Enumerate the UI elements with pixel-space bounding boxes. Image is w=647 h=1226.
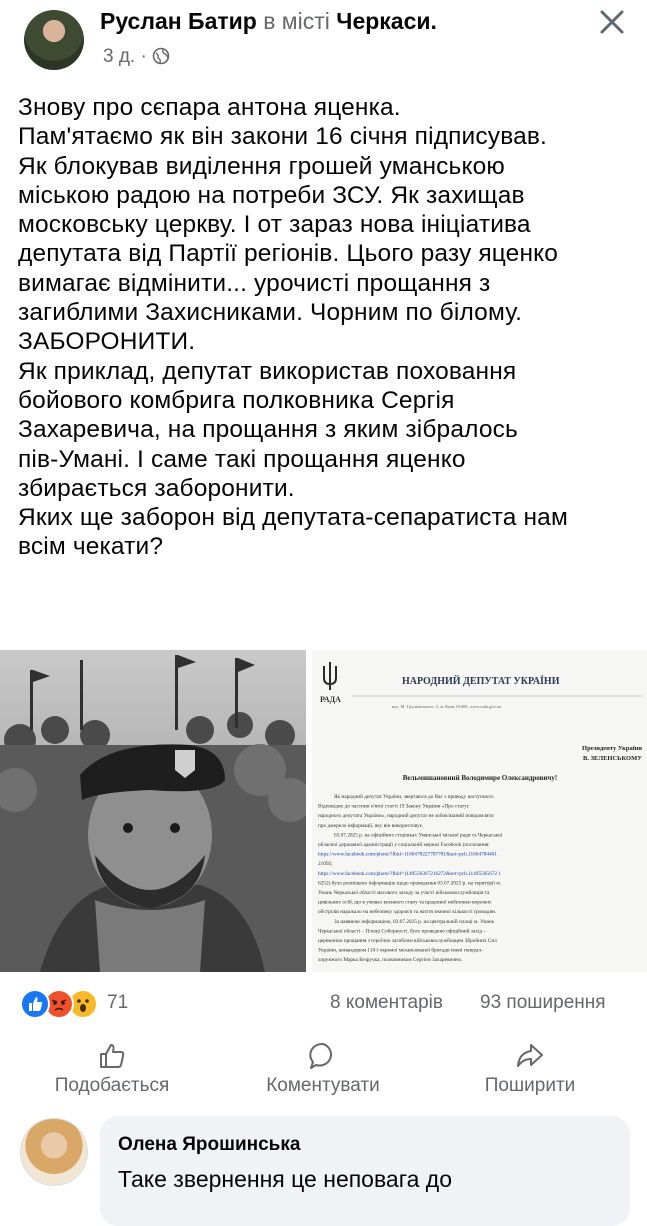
like-button[interactable] (12, 1035, 212, 1105)
doc-body-line: Відповідно до частини п'ятої статті 19 Закону України «Про статус (318, 803, 470, 810)
post-line: депутата від Партії регіонів. Цього разу яценко (18, 240, 559, 268)
meta-separator: · (140, 46, 147, 67)
commenter-avatar[interactable] (20, 1118, 88, 1186)
doc-body-line: цивільних осіб, що в умовах воєнного стану та щоденної небезпеки ворожих (318, 899, 492, 906)
doc-address: вул. М. Грушевського, 5, м. Київ, 01008, www.rada.gov.ua (392, 704, 501, 709)
post-line: бойового комбрига полковника Сергія (18, 386, 455, 414)
doc-body-line: Черкаської області – Площі Соборності, було проведено офіційний захід – (318, 928, 487, 935)
post-line: Знову про сєпара антона яценка. (18, 94, 401, 121)
thumbs-up-icon (97, 1041, 127, 1071)
post-line: загиблими Захисниками. Чорним по білому. (18, 299, 523, 327)
reactions-row (0, 985, 647, 1021)
comment-bubble[interactable] (100, 1116, 630, 1226)
globe-icon (152, 47, 170, 71)
doc-body-line: Як народний депутат України, звертаюся до Вас з приводу наступного. (334, 794, 495, 800)
doc-body-line: народного депутата України», народний депутат не зобов'язаний повідомляти (318, 813, 494, 820)
location-prefix: в місті (263, 8, 330, 34)
doc-heading: НАРОДНИЙ ДЕПУТАТ УКРАЇНИ (402, 676, 560, 687)
doc-recipient-2: В. ЗЕЛЕНСЬКОМУ (582, 755, 642, 762)
author-name[interactable]: Руслан Батир (100, 8, 257, 34)
doc-body-line: церемонію прощання з героїчно загиблим військовослужбовцем Збройних Сил (318, 938, 497, 944)
post-line: ЗАБОРОНИТИ. (18, 328, 196, 356)
post-line: Яких ще заборон від депутата-сепаратиста нам (18, 504, 568, 532)
post-line: Як блокував виділення грошей уманською (18, 152, 505, 180)
post-line: Як приклад, депутат використав поховання (18, 357, 517, 385)
comment-text: Таке звернення це неповага до (118, 1166, 453, 1192)
document-image[interactable] (312, 650, 647, 972)
comments-count[interactable]: 8 коментарів (330, 992, 443, 1013)
close-icon (595, 5, 629, 39)
post-meta (103, 46, 170, 71)
author-line (100, 8, 437, 35)
post-line: московську церкву. І от зараз нова ініціатива (18, 211, 531, 239)
doc-body-line: 03.07.2025 р. на офіційних сторінках Уманської міської ради та Черкаської (334, 832, 503, 839)
doc-salutation: Вельмишановний Володимире Олександровичу! (402, 774, 558, 782)
post-line: пів-Умані. І саме такі прощання яценко (18, 445, 466, 473)
like-label: Подобається (54, 1075, 170, 1096)
doc-body-line: Умань Черкаської області масового заходу за участі військовослужбовців та (318, 890, 490, 896)
post-line: збирається заборонити. (18, 474, 295, 502)
doc-recipient-1: Президенту України (582, 745, 642, 752)
doc-body-line: обстрілів наражало на небезпеку здоров'я та життя значної кількості громадян. (318, 909, 497, 916)
comment-button[interactable] (223, 1035, 423, 1105)
post-line: всім чекати? (18, 533, 164, 561)
comment-label: Коментувати (266, 1075, 380, 1096)
comment-item (0, 1110, 647, 1200)
reactions-count[interactable]: 71 (107, 992, 129, 1013)
post-line: міською радою на потреби ЗСУ. Як захищав (18, 181, 525, 209)
post-line: Пам'ятаємо як він закони 16 січня підписував. (18, 123, 547, 151)
share-icon (515, 1041, 545, 1071)
action-bar (0, 1035, 647, 1105)
author-avatar[interactable] (24, 10, 84, 70)
doc-body-line: обласної державної адміністрації у соціальній мережі Facebook (посилання: (318, 842, 490, 848)
post-line: Захаревича, на прощання з яким зібралось (18, 416, 518, 444)
post-header (0, 0, 647, 90)
comment-icon (308, 1041, 338, 1071)
doc-body-line: про джерело інформації, яку він використовує. (318, 822, 424, 829)
post-text (18, 93, 638, 562)
doc-body-line: https://www.facebook.com/photo/?fbid=1149556367216272&set=pcb.11495565672 1 (318, 870, 501, 877)
share-button[interactable] (430, 1035, 630, 1105)
document-svg (312, 650, 647, 972)
doc-org: РАДА (320, 695, 341, 704)
doc-body-line: хорунжого Марка Безручка, полковником Сергієм Захаревичем. (318, 957, 463, 964)
doc-body-line: 6252) було розміщено інформацію щодо проведення 03.07.2025 р. на території м. (318, 880, 501, 887)
share-label: Поширити (484, 1075, 576, 1096)
location-name[interactable]: Черкаси. (336, 8, 437, 34)
soldier-portrait-image (0, 650, 306, 972)
like-reaction-icon[interactable] (20, 989, 50, 1019)
doc-body-line: 21092; (318, 861, 333, 868)
doc-body-line: України, командиром 110-ї окремої механізованої бригади імені генерал- (318, 947, 483, 954)
post-photo[interactable] (0, 650, 306, 972)
close-button[interactable] (595, 5, 629, 39)
post-time[interactable]: 3 д. (103, 46, 136, 67)
post-line: вимагає відмінити... урочисті прощання з (18, 269, 491, 297)
doc-body-line: https://www.facebook.com/photo/?fbid=1160478227787781&set=pcb.11604784461 (318, 851, 497, 858)
commenter-name[interactable]: Олена Ярошинська (118, 1134, 301, 1155)
doc-body-line: За наявною інформацією, 03.07.2025 р. на центральній площі м. Умань (334, 918, 495, 925)
shares-count[interactable]: 93 поширення (480, 992, 606, 1013)
